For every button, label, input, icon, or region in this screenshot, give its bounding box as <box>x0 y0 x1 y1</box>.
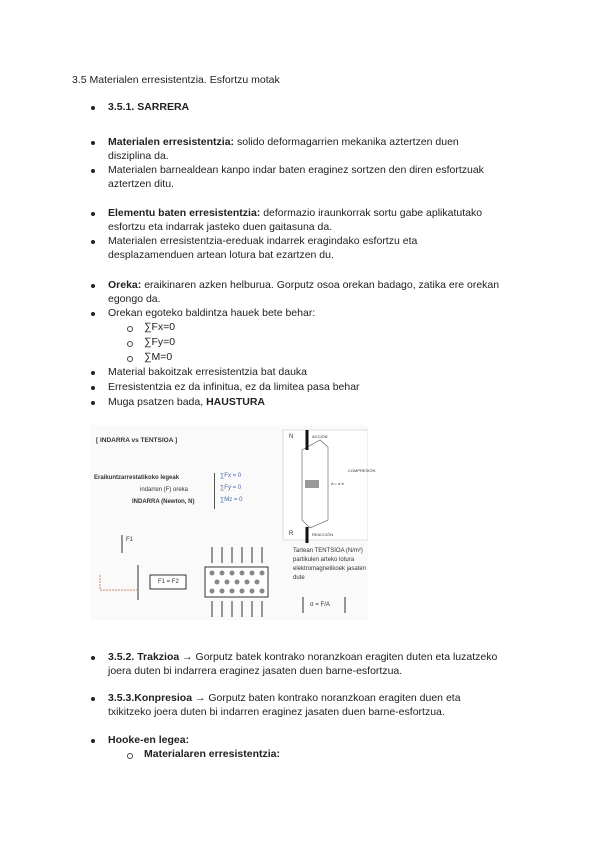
list-item-cont: disziplina da. <box>108 150 169 162</box>
list-item: 3.5.2. Trakzioa → Gorputz batek kontrako noranzkoan eragiten duten eta luzatzeko <box>108 651 498 663</box>
condition: ∑Fy=0 <box>144 336 176 348</box>
list-item: Erresistentzia ez da infinitua, ez da limitea pasa behar <box>108 381 360 393</box>
list-item: Materialaren erresistentzia: <box>144 748 280 760</box>
heading-sarrera: 3.5.1. SARRERA <box>108 101 190 113</box>
list-item-cont: egongo da. <box>108 293 161 305</box>
list-item-cont: esfortzu eta indarrak jasteko duen gaitasuna da. <box>108 221 333 233</box>
list-item: 3.5.3.Konpresioa → Gorputz baten kontrako noranzkoan eragiten duen eta <box>108 692 461 704</box>
list-item-cont: desplazamenduen artean lotura bat ezartzen du. <box>108 249 334 261</box>
list-item: Hooke-en legea: <box>108 734 190 746</box>
list-item: Materialen erresistentzia-ereduak indarrek eragindako esfortzu eta <box>108 235 418 247</box>
figure-drawings <box>90 425 368 620</box>
list-item-cont: txikitzeko joera duten bi indarren eraginez jasaten duen barne-esfortzua. <box>108 706 445 718</box>
list-item: Orekan egoteko baldintza hauek bete behar: <box>108 307 316 319</box>
condition: ∑M=0 <box>144 351 173 363</box>
list-item: Material bakoitzak erresistentzia bat dauka <box>108 366 308 378</box>
list-item-cont: joera duten bi indarrera eraginez jasaten duen barne-esfortzua. <box>108 665 403 677</box>
list-item: Elementu baten erresistentzia: deformazio iraunkorrak sortu gabe aplikatutako <box>108 207 483 219</box>
condition: ∑Fx=0 <box>144 321 176 333</box>
indarra-vs-tentsioa-figure: [ INDARRA vs TENTSIOA ] Eraikuntzarrestatikoko legeak indarren (F) oreka INDARRA (Newton, N) ∑Fx = 0 ∑Fy = 0 ∑Mz = 0 F1 F1 = F2 N ACCIÓN R REACCIÓN A = a·b COMPRESIÓN Tartean TENTSIOA (N/m²) partikulen arteko lotura elektromagnetikoek jasaten dute σ = F/A <box>90 425 368 620</box>
list-item: Oreka: eraikinaren azken helburua. Gorputz osoa orekan badago, zatika ere orekan <box>108 279 500 291</box>
list-item: Muga psatzen bada, HAUSTURA <box>108 396 265 408</box>
list-item: Materialen barnealdean kanpo indar baten eraginez sortzen den diren esfortzuak <box>108 164 484 176</box>
list-item: Materialen erresistentzia: solido deformagarrien mekanika aztertzen duen <box>108 136 459 148</box>
list-item-cont: aztertzen ditu. <box>108 178 174 190</box>
section-title: 3.5 Materialen erresistentzia. Esfortzu motak <box>72 74 280 86</box>
